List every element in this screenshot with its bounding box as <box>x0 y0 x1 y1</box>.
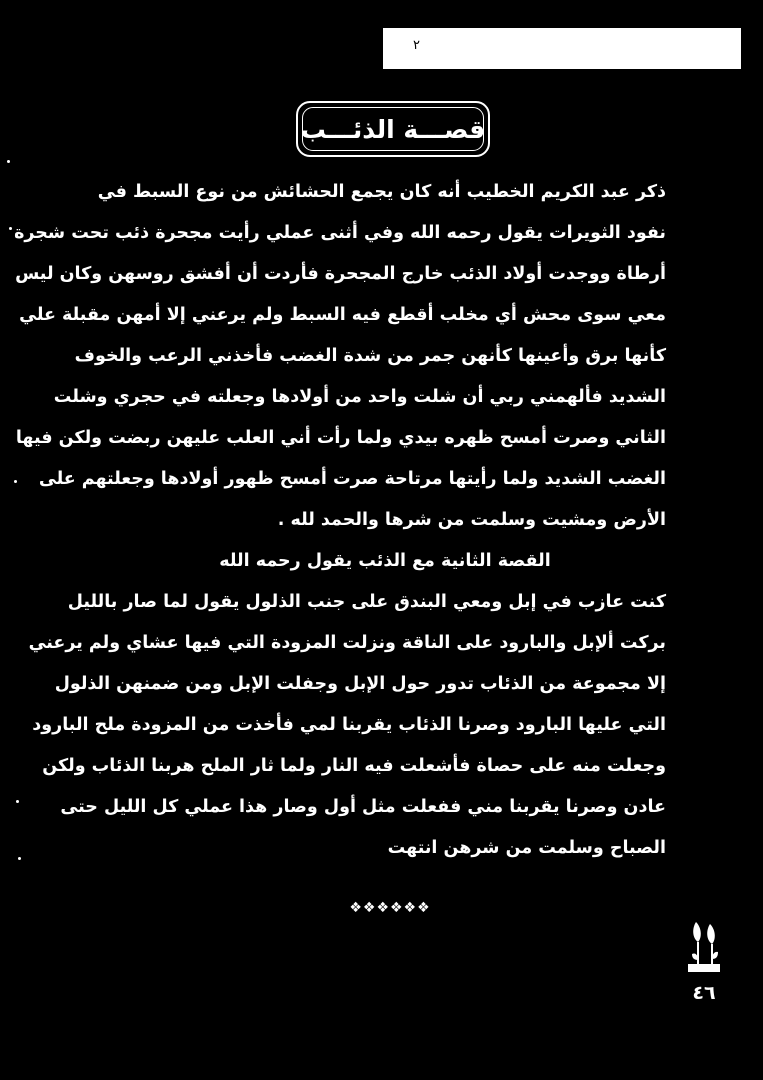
scan-speck <box>7 160 10 163</box>
text-line: عادن وصرنا يقربنا مني ففعلت مثل أول وصار هذا عملي كل الليل حتى <box>60 797 666 817</box>
text-line: كنت عازب في إبل ومعي البندق على جنب الذلول يقول لما صار بالليل <box>67 592 666 612</box>
section-ornament: ❖❖❖❖❖❖ <box>349 900 431 916</box>
text-line: وجعلت منه على حصاة فأشعلت فيه النار ولما ثار الملح هربنا الذئاب ولكن <box>42 756 666 776</box>
text-line: بركت ألإبل والبارود على الناقة ونزلت المزودة التي فيها عشاي ولم يرعني <box>28 633 666 653</box>
text-line: كأنها برق وأعينها كأنهن جمر من شدة الغضب فأخذني الرعب والخوف <box>74 346 666 366</box>
header-mark: ٢ <box>413 38 420 53</box>
text-line: الشديد فألهمني ربي أن شلت واحد من أولادها وجعلته في حجري وشلت <box>53 387 666 407</box>
page-number: ٤٦ <box>692 982 716 1004</box>
text-line: نفود الثويرات يقول رحمه الله وفي أثنى عملي رأيت مجحرة ذئب تحت شجرة <box>14 223 666 243</box>
page-title: قصـــة الذئـــب <box>300 114 486 144</box>
text-line: أرطاة ووجدت أولاد الذئب خارج المجحرة فأردت أن أفشق روسهن وكان ليس <box>15 264 666 284</box>
text-line: الغضب الشديد ولما رأيتها مرتاحة صرت أمسح ظهور أولادها وجعلتهم على <box>38 469 666 489</box>
scan-speck <box>14 480 17 483</box>
story-text <box>14 172 666 869</box>
scan-speck <box>16 800 19 803</box>
text-line: معي سوى محش أي مخلب أقطع فيه السبط ولم يرعني إلا أمهن مقبلة علي <box>19 305 666 325</box>
tulip-emblem-icon <box>684 918 724 980</box>
text-line: إلا مجموعة من الذئاب تدور حول الإبل وجفلت الإبل ومن ضمنهن الذلول <box>54 674 666 694</box>
section-subheading: القصة الثانية مع الذئب يقول رحمه الله <box>219 551 551 571</box>
text-line: الثاني وصرت أمسح ظهره بيدي ولما رأت أني العلب عليهن ربضت ولكن فيها <box>15 428 666 448</box>
text-line: التي عليها البارود وصرنا الذئاب يقربنا لمي فأخذت من المزودة ملح البارود <box>32 715 666 735</box>
scan-speck <box>18 857 21 860</box>
scan-speck <box>9 227 12 230</box>
text-line: ذكر عبد الكريم الخطيب أنه كان يجمع الحشائش من نوع السبط في <box>97 182 666 202</box>
text-line: الأرض ومشيت وسلمت من شرها والحمد لله . <box>277 510 666 530</box>
title-frame <box>296 101 490 157</box>
text-line: الصباح وسلمت من شرهن انتهت <box>387 838 666 858</box>
header-strip <box>383 28 741 69</box>
